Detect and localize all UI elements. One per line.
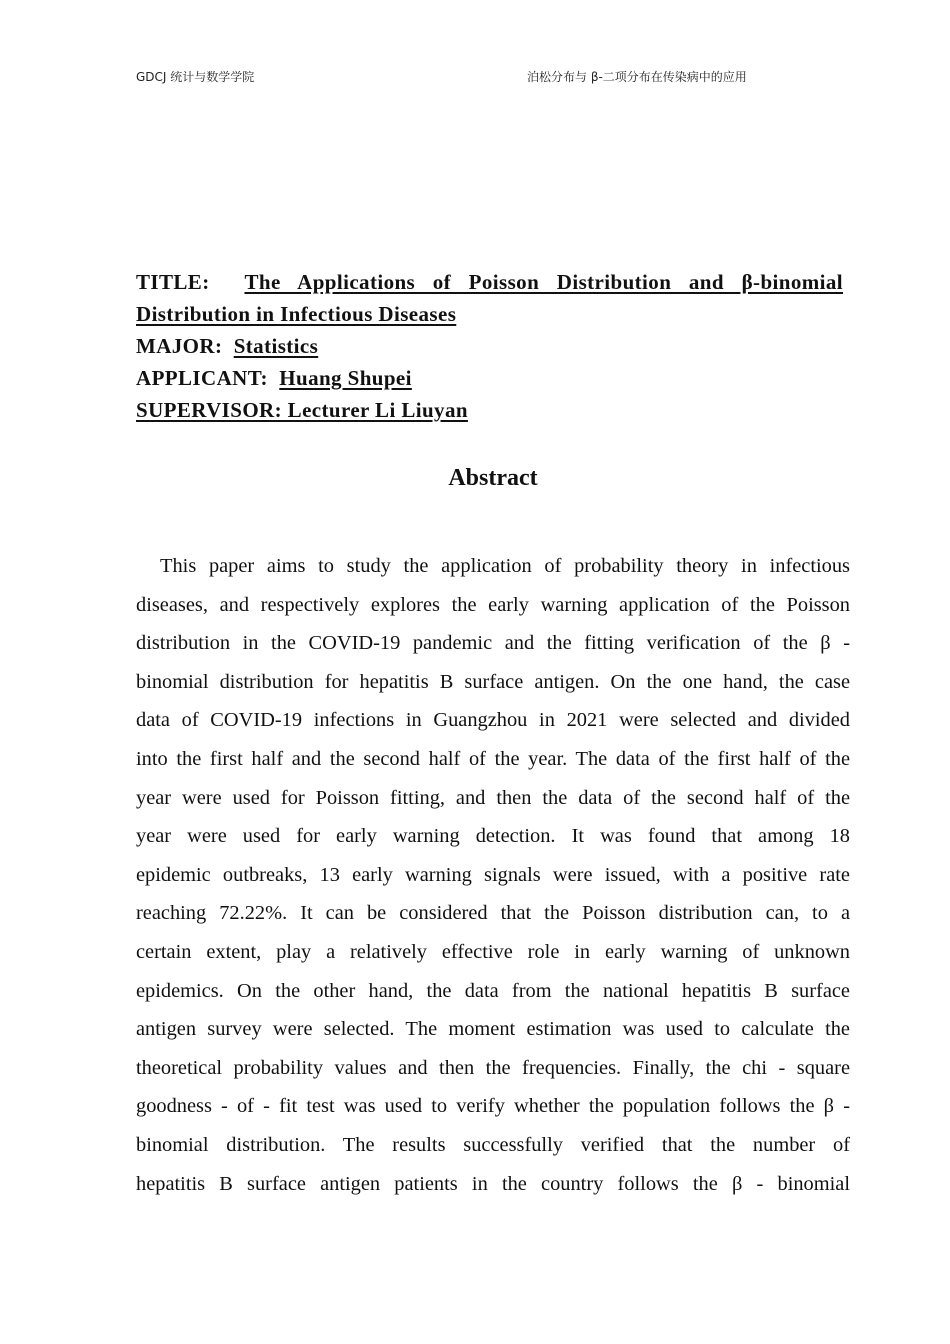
applicant-label: APPLICANT: [136,366,268,390]
abstract-body [136,547,850,1203]
abstract-line: distribution in the COVID-19 pandemic and the fitting verification of the β - [136,632,850,655]
abstract-line: hepatitis B surface antigen patients in the country follows the β - binomial [136,1172,850,1195]
abstract-line: diseases, and respectively explores the early warning application of the Poisson [136,593,850,616]
abstract-line: binomial distribution. The results successfully verified that the number of [136,1133,850,1156]
abstract-line: data of COVID-19 infections in Guangzhou in 2021 were selected and divided [136,709,850,732]
abstract-line: binomial distribution for hepatitis B surface antigen. On the one hand, the case [136,670,850,693]
supervisor-line [136,394,843,426]
abstract-line: epidemics. On the other hand, the data from the national hepatitis B surface [136,979,850,1002]
major-line [136,330,843,362]
applicant-value: Huang Shupei [279,366,412,390]
thesis-metadata [136,266,843,426]
abstract-line: goodness - of - fit test was used to verify whether the population follows the β - [136,1095,850,1118]
supervisor-value: SUPERVISOR: Lecturer Li Liuyan [136,398,468,422]
abstract-line: This paper aims to study the application of probability theory in infectious [160,555,850,577]
abstract-line: year were used for early warning detection. It was found that among 18 [136,825,850,848]
abstract-line: year were used for Poisson fitting, and then the data of the second half of the [136,786,850,809]
major-label: MAJOR: [136,334,223,358]
abstract-line: into the first half and the second half of the year. The data of the first half of the [136,747,850,770]
title-value-line-2: Distribution in Infectious Diseases [136,302,457,326]
header-paper-title: 泊松分布与 β-二项分布在传染病中的应用 [527,70,747,84]
abstract-line: certain extent, play a relatively effective role in early warning of unknown [136,940,850,963]
header-institution: GDCJ 统计与数学学院 [136,70,255,84]
title-line-2 [136,298,843,330]
abstract-heading: Abstract [448,465,538,491]
applicant-line [136,362,843,394]
major-value: Statistics [233,334,319,358]
title-value-line-1: The Applications of Poisson Distribution and β-binomial [244,270,843,294]
running-header [136,68,796,88]
abstract-line: antigen survey were selected. The moment estimation was used to calculate the [136,1018,850,1041]
abstract-line: reaching 72.22%. It can be considered that the Poisson distribution can, to a [136,902,850,925]
abstract-line: theoretical probability values and then the frequencies. Finally, the chi - square [136,1056,850,1079]
abstract-line: epidemic outbreaks, 13 early warning signals were issued, with a positive rate [136,863,850,886]
title-line-1 [136,266,843,298]
title-label: TITLE: [136,270,210,294]
